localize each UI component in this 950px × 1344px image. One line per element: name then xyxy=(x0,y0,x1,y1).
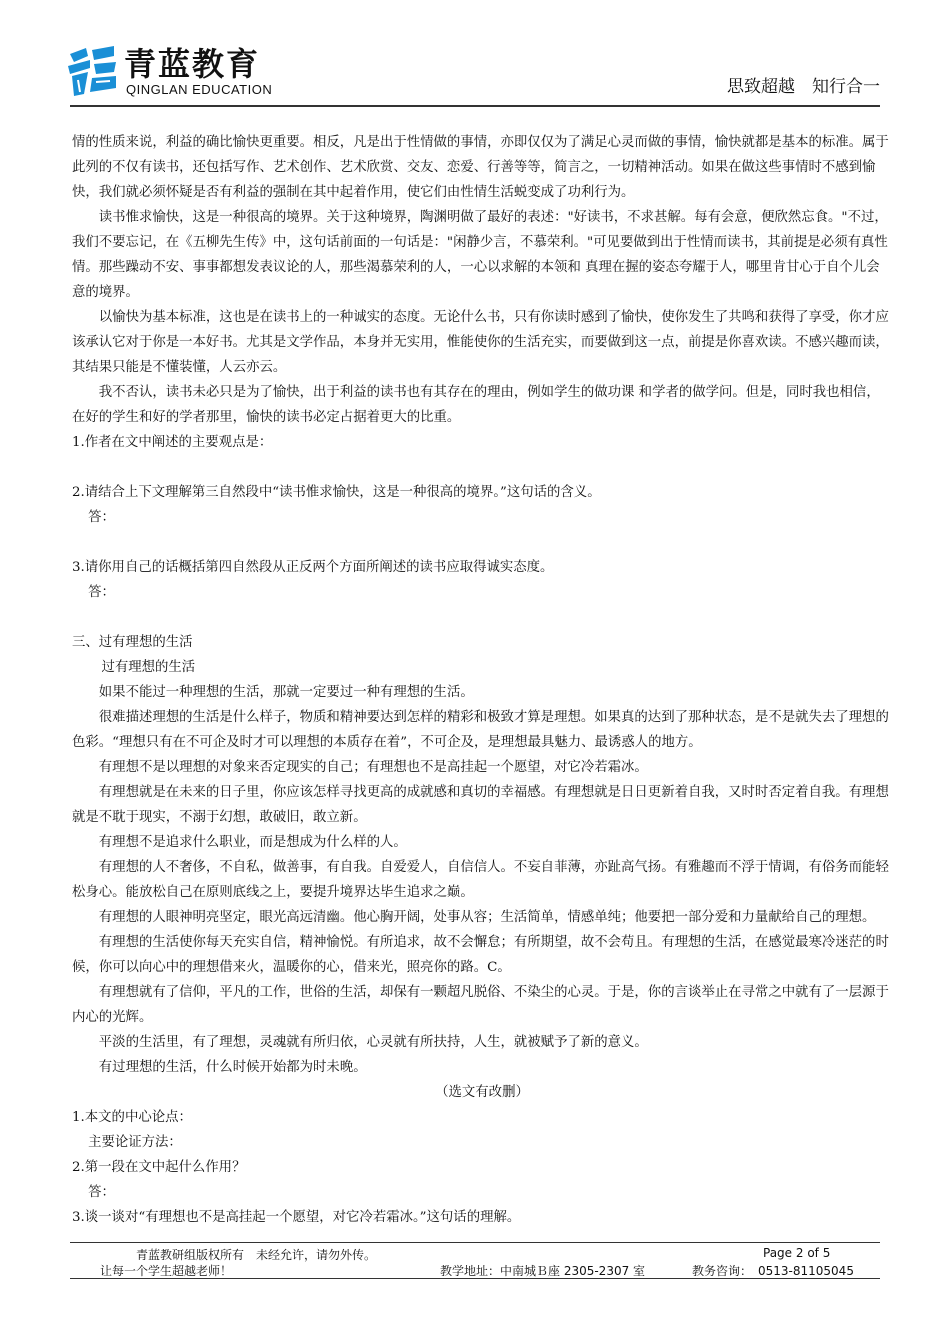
page-number: Page 2 of 5 xyxy=(763,1246,831,1260)
paragraph: 有理想的生活使你每天充实自信，精神愉悦。有所追求，故不会懈怠；有所期望，故不会苟且。有理想的生活，在感觉最寒冷迷茫的时候，你可以向心中的理想借来火，温暖你的心，借来光，照亮你的路。C。 xyxy=(72,935,889,975)
answer-space xyxy=(72,530,892,555)
footer-phone: 教务咨询： 0513-81105045 xyxy=(692,1264,854,1278)
paragraph: 我不否认，读书未必只是为了愉快，出于利益的读书也有其存在的理由，例如学生的做功课 和学者的做学问。但是，同时我也相信，在好的学生和好的学者那里，愉快的读书必定占据着更大的比重。 xyxy=(72,385,880,425)
paragraph: 有理想的人不奢侈，不自私，做善事，有自我。自爱爱人，自信信人。不妄自菲薄，亦趾高气扬。有雅趣而不浮于情调，有俗务而能轻松身心。能放松自己在原则底线之上，要提升境界达毕生追求之巅。 xyxy=(72,860,889,900)
question-2: 2.第一段在文中起什么作用？ xyxy=(72,1160,246,1175)
copyright-notice: 青蓝教研组版权所有 未经允许，请勿外传。 xyxy=(136,1248,377,1262)
footer-address: 教学地址：中南城Ｂ座 2305-2307 室 xyxy=(440,1264,646,1278)
paragraph: 有过理想的生活，什么时候开始都为时未晚。 xyxy=(98,1060,367,1075)
paragraph: 以愉快为基本标准，这也是在读书上的一种诚实的态度。无论什么书，只有你读时感到了愉快，使你发生了共鸣和获得了享受，你才应该承认它对于你是一本好书。尤其是文学作品，本身并无实用，惟能使你的生活充实，而要做到这一点，前提是你喜欢读。不感兴趣而读，其结果只能是不懂装懂，人云亦云。 xyxy=(72,310,889,375)
footer-bottom-divider xyxy=(70,1278,880,1279)
paragraph: 有理想就有了信仰，平凡的工作，世俗的生活，却保有一颗超凡脱俗、不染尘的心灵。于是，你的言谈举止在寻常之中就有了一层源于内心的光辉。 xyxy=(72,985,889,1025)
question-1: 1.本文的中心论点： xyxy=(72,1110,192,1125)
question-1: 1.作者在文中阐述的主要观点是： xyxy=(72,435,273,450)
answer-space xyxy=(72,455,892,480)
paragraph: 有理想就是在未来的日子里，你应该怎样寻找更高的成就感和真切的幸福感。有理想就是日日更新着自我，又时时否定着自我。有理想就是不耽于现实，不溺于幻想，敢破旧，敢立新。 xyxy=(72,785,889,825)
header-divider xyxy=(70,105,880,107)
source-note: （选文有改删） xyxy=(435,1085,529,1100)
paragraph: 平淡的生活里，有了理想，灵魂就有所归依，心灵就有所扶持，人生，就被赋予了新的意义。 xyxy=(98,1035,648,1050)
article-title: 过有理想的生活 xyxy=(101,660,196,675)
page-header xyxy=(0,0,950,108)
paragraph: 有理想不是追求什么职业，而是想成为什么样的人。 xyxy=(98,835,407,850)
qinglan-logo-icon xyxy=(66,44,118,98)
footer-divider xyxy=(70,1242,880,1243)
answer-label: 答： xyxy=(88,585,115,600)
question-3: 3.谈一谈对“有理想也不是高挂起一个愿望，对它冷若霜冰。”这句话的理解。 xyxy=(72,1210,521,1225)
answer-label: 答： xyxy=(88,510,115,525)
question-1-sub: 主要论证方法： xyxy=(88,1135,182,1150)
answer-space xyxy=(72,605,892,630)
paragraph: 很难描述理想的生活是什么样子，物质和精神要达到怎样的精彩和极致才算是理想。如果真的达到了那种状态，是不是就失去了理想的色彩。“理想只有在不可企及时才可以理想的本质存在着”，不可企及，是理想最具魅力、最诱惑人的地方。 xyxy=(72,710,889,750)
paragraph: 有理想的人眼神明亮坚定，眼光高远清幽。他心胸开阔，处事从容；生活简单，情感单纯；他要把一部分爱和力量献给自己的理想。 xyxy=(98,910,876,925)
paragraph: 如果不能过一种理想的生活，那就一定要过一种有理想的生活。 xyxy=(98,685,474,700)
document-body xyxy=(72,130,892,1230)
paragraph: 有理想不是以理想的对象来否定现实的自己；有理想也不是高挂起一个愿望，对它冷若霜冰。 xyxy=(98,760,648,775)
header-slogan: 思致超越 知行合一 xyxy=(727,77,880,97)
footer-motto: 让每一个学生超越老师！ xyxy=(100,1264,233,1278)
paragraph: 情的性质来说，利益的确比愉快更重要。相反，凡是出于性情做的事情，亦即仅仅为了满足心灵而做的事情，愉快就都是基本的标准。属于此列的不仅有读书，还包括写作、艺术创作、艺术欣赏、交友、恋爱、行善等等，简言之，一切精神活动。如果在做这些事情时不感到愉快，我们就必须怀疑是否有利益的强制在其中起着作用，使它们由性情生活蜕变成了功利行为。 xyxy=(72,135,889,200)
page-footer xyxy=(70,1242,880,1278)
brand-name: 青蓝教育 xyxy=(124,45,261,83)
brand-name-english: QINGLAN EDUCATION xyxy=(126,82,273,97)
question-2: 2.请结合上下文理解第三自然段中“读书惟求愉快，这是一种很高的境界。”这句话的含义。 xyxy=(72,485,601,500)
answer-label: 答： xyxy=(88,1185,115,1200)
paragraph: 读书惟求愉快，这是一种很高的境界。关于这种境界，陶渊明做了最好的表述："好读书，不求甚解。每有会意，便欣然忘食。"不过，我们不要忘记，在《五柳先生传》中，这句话前面的一句话是："闲静少言，不慕荣利。"可见要做到出于性情而读书，其前提是必须有真性情。那些躁动不安、事事都想发表议论的人，那些渴慕荣利的人，一心以求解的本领和 真理在握的姿态夸耀于人，哪里肯甘心于自个儿会意的境界。 xyxy=(72,210,888,300)
section-heading: 三、过有理想的生活 xyxy=(72,635,193,650)
question-3: 3.请你用自己的话概括第四自然段从正反两个方面所阐述的读书应取得诚实态度。 xyxy=(72,560,554,575)
